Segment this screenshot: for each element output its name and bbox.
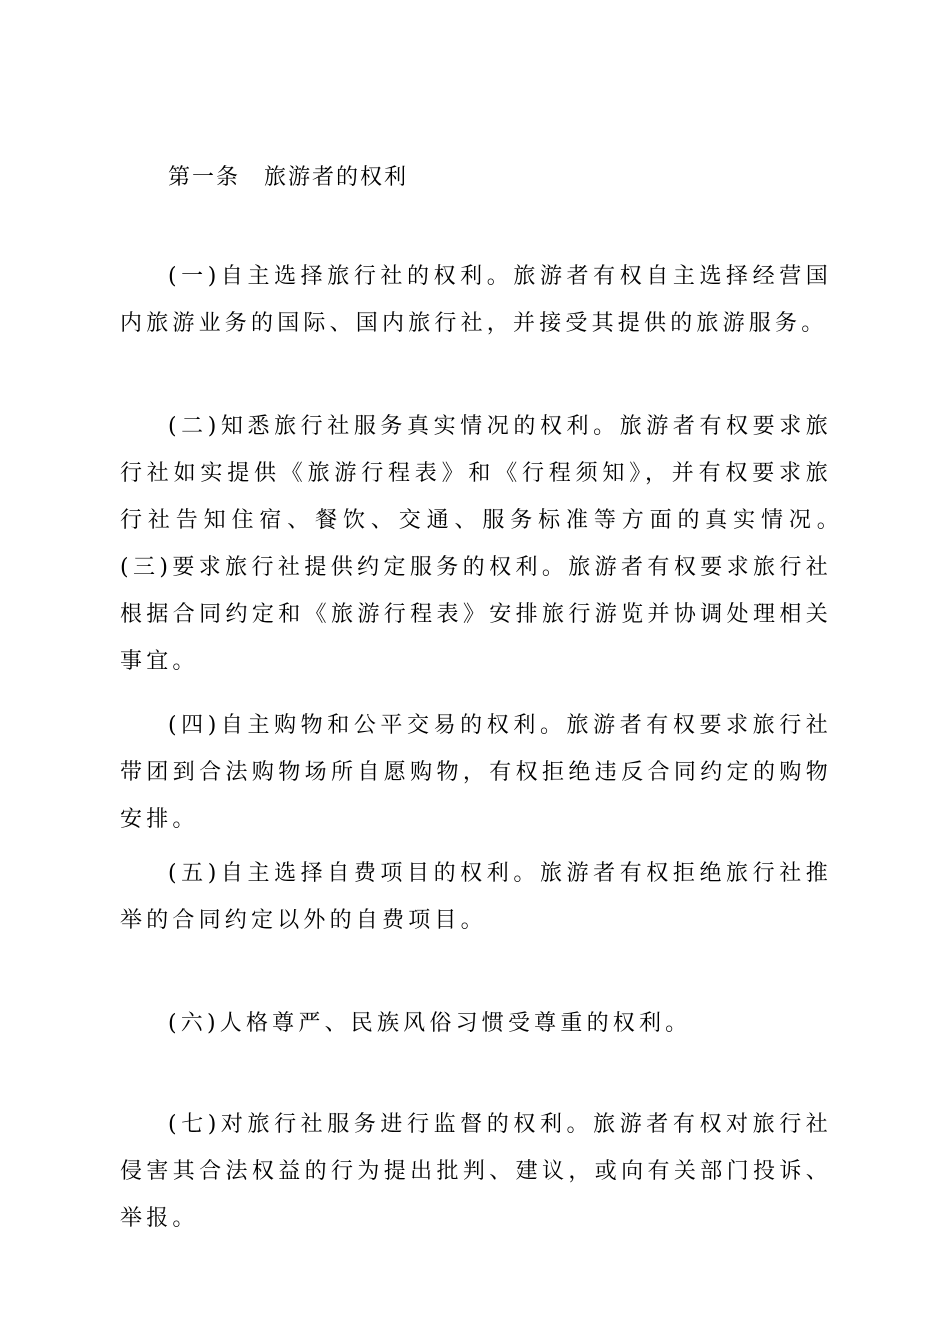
paragraph-right-6: (六)人格尊严、民族风俗习惯受尊重的权利。	[168, 1011, 692, 1036]
article-title: 第一条 旅游者的权利	[168, 165, 409, 190]
paragraph-right-4: (四)自主购物和公平交易的权利。旅游者有权要求旅行社带团到合法购物场所自愿购物，有权拒绝违反合同约定的购物安排。	[120, 713, 832, 832]
paragraph-right-5: (五)自主选择自费项目的权利。旅游者有权拒绝旅行社推举的合同约定以外的自费项目。	[120, 861, 832, 933]
paragraph-right-2-3: (二)知悉旅行社服务真实情况的权利。旅游者有权要求旅行社如实提供《旅游行程表》和《行程须知》，并有权要求旅行社告知住宿、餐饮、交通、服务标准等方面的真实情况。 (三)要求旅行社提供约定服务的权利。旅游者有权要求旅行社根据合同约定和《旅游行程表》安排旅行游览并协调处理相关事宜。	[120, 414, 859, 674]
paragraph-right-1: (一)自主选择旅行社的权利。旅游者有权自主选择经营国内旅游业务的国际、国内旅行社，并接受其提供的旅游服务。	[120, 264, 832, 336]
paragraph-right-7: (七)对旅行社服务进行监督的权利。旅游者有权对旅行社侵害其合法权益的行为提出批判、建议，或向有关部门投诉、举报。	[120, 1112, 832, 1231]
